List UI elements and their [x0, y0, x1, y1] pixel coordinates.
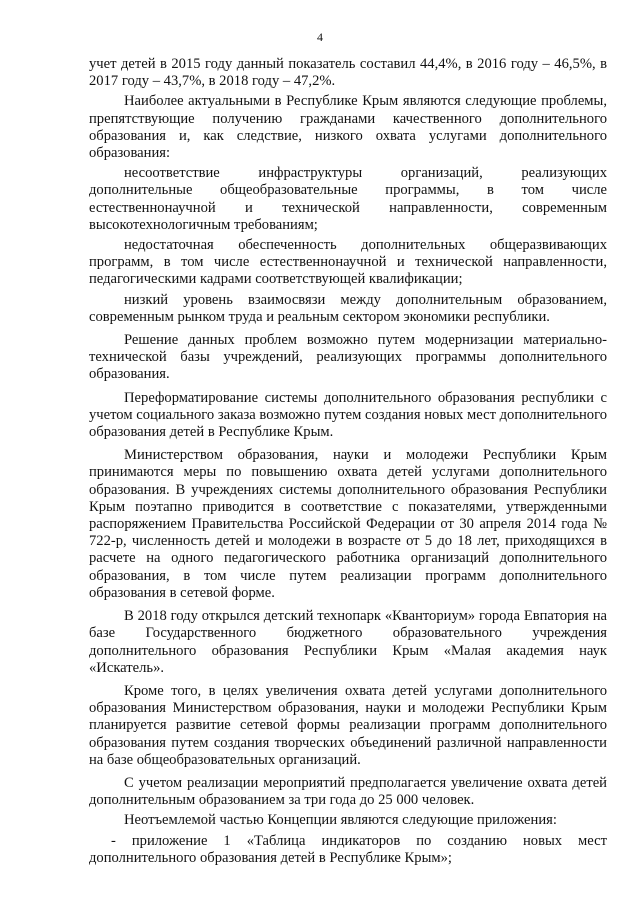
paragraph-problem-market-link: низкий уровень взаимосвязи между дополнительным образованием, современным рынком труда и реальным сектором экономики республики.	[89, 291, 607, 325]
paragraph-problems-intro: Наиболее актуальными в Республике Крым являются следующие проблемы, препятствующие получению гражданами качественного дополнительного образования и, как следствие, низкого охвата услугами дополнительного образования:	[89, 93, 607, 162]
paragraph-ministry-measures: Министерством образования, науки и молодежи Республики Крым принимаются меры по повышению охвата детей услугами дополнительного образования. В учреждениях системы дополнительного образования Республики Крым поэтапно приводится в соответствие с показателями, утвержденными распоряжением Правительства Российской Федерации от 30 апреля 2014 года № 722-р, численность детей и молодежи в возрасте от 5 до 18 лет, приходящихся в расчете на одного педагогического работника организаций дополнительного образования, в том числе путем реализации программ дополнительного образования в сетевой форме.	[89, 447, 607, 601]
document-body	[89, 56, 607, 870]
paragraph-problem-staffing: недостаточная обеспеченность дополнительных общеразвивающих программ, в том числе естественнонаучной и технической направленности, педагогическими кадрами соответствующей квалификации;	[89, 237, 607, 288]
list-item-appendix-1: - приложение 1 «Таблица индикаторов по созданию новых мест дополнительного образования детей в Республике Крым»;	[89, 832, 607, 866]
paragraph-problem-infrastructure: несоответствие инфраструктуры организаций, реализующих дополнительные общеобразовательные программы, в том числе естественнонаучной и технической направленности, современным высокотехнологичным требованиям;	[89, 165, 607, 233]
paragraph-solution: Решение данных проблем возможно путем модернизации материально-технической базы учреждений, реализующих программы дополнительного образования.	[89, 332, 607, 383]
paragraph-kvantorium: В 2018 году открылся детский технопарк «Кванториум» города Евпатория на базе Государственного бюджетного образовательного учреждения дополнительного образования Республики Крым «Малая академия наук «Искатель».	[89, 608, 607, 676]
paragraph-reformatting: Переформатирование системы дополнительного образования республики с учетом социального заказа возможно путем создания новых мест дополнительного образования детей в Республике Крым.	[89, 389, 607, 441]
paragraph-coverage-increase: С учетом реализации мероприятий предполагается увеличение охвата детей дополнительным образованием за три года до 25 000 человек.	[89, 774, 607, 809]
paragraph-statistics: учет детей в 2015 году данный показатель составил 44,4%, в 2016 году – 46,5%, в 2017 году – 43,7%, в 2018 году – 47,2%.	[89, 56, 607, 90]
paragraph-network-form: Кроме того, в целях увеличения охвата детей услугами дополнительного образования Министерством образования, науки и молодежи Республики Крым планируется развитие сетевой формы реализации программ дополнительного образования путем создания творческих объединений различной направленности на базе общеобразовательных организаций.	[89, 682, 607, 768]
page-number: 4	[317, 30, 323, 44]
paragraph-appendices-intro: Неотъемлемой частью Концепции являются следующие приложения:	[124, 812, 557, 829]
